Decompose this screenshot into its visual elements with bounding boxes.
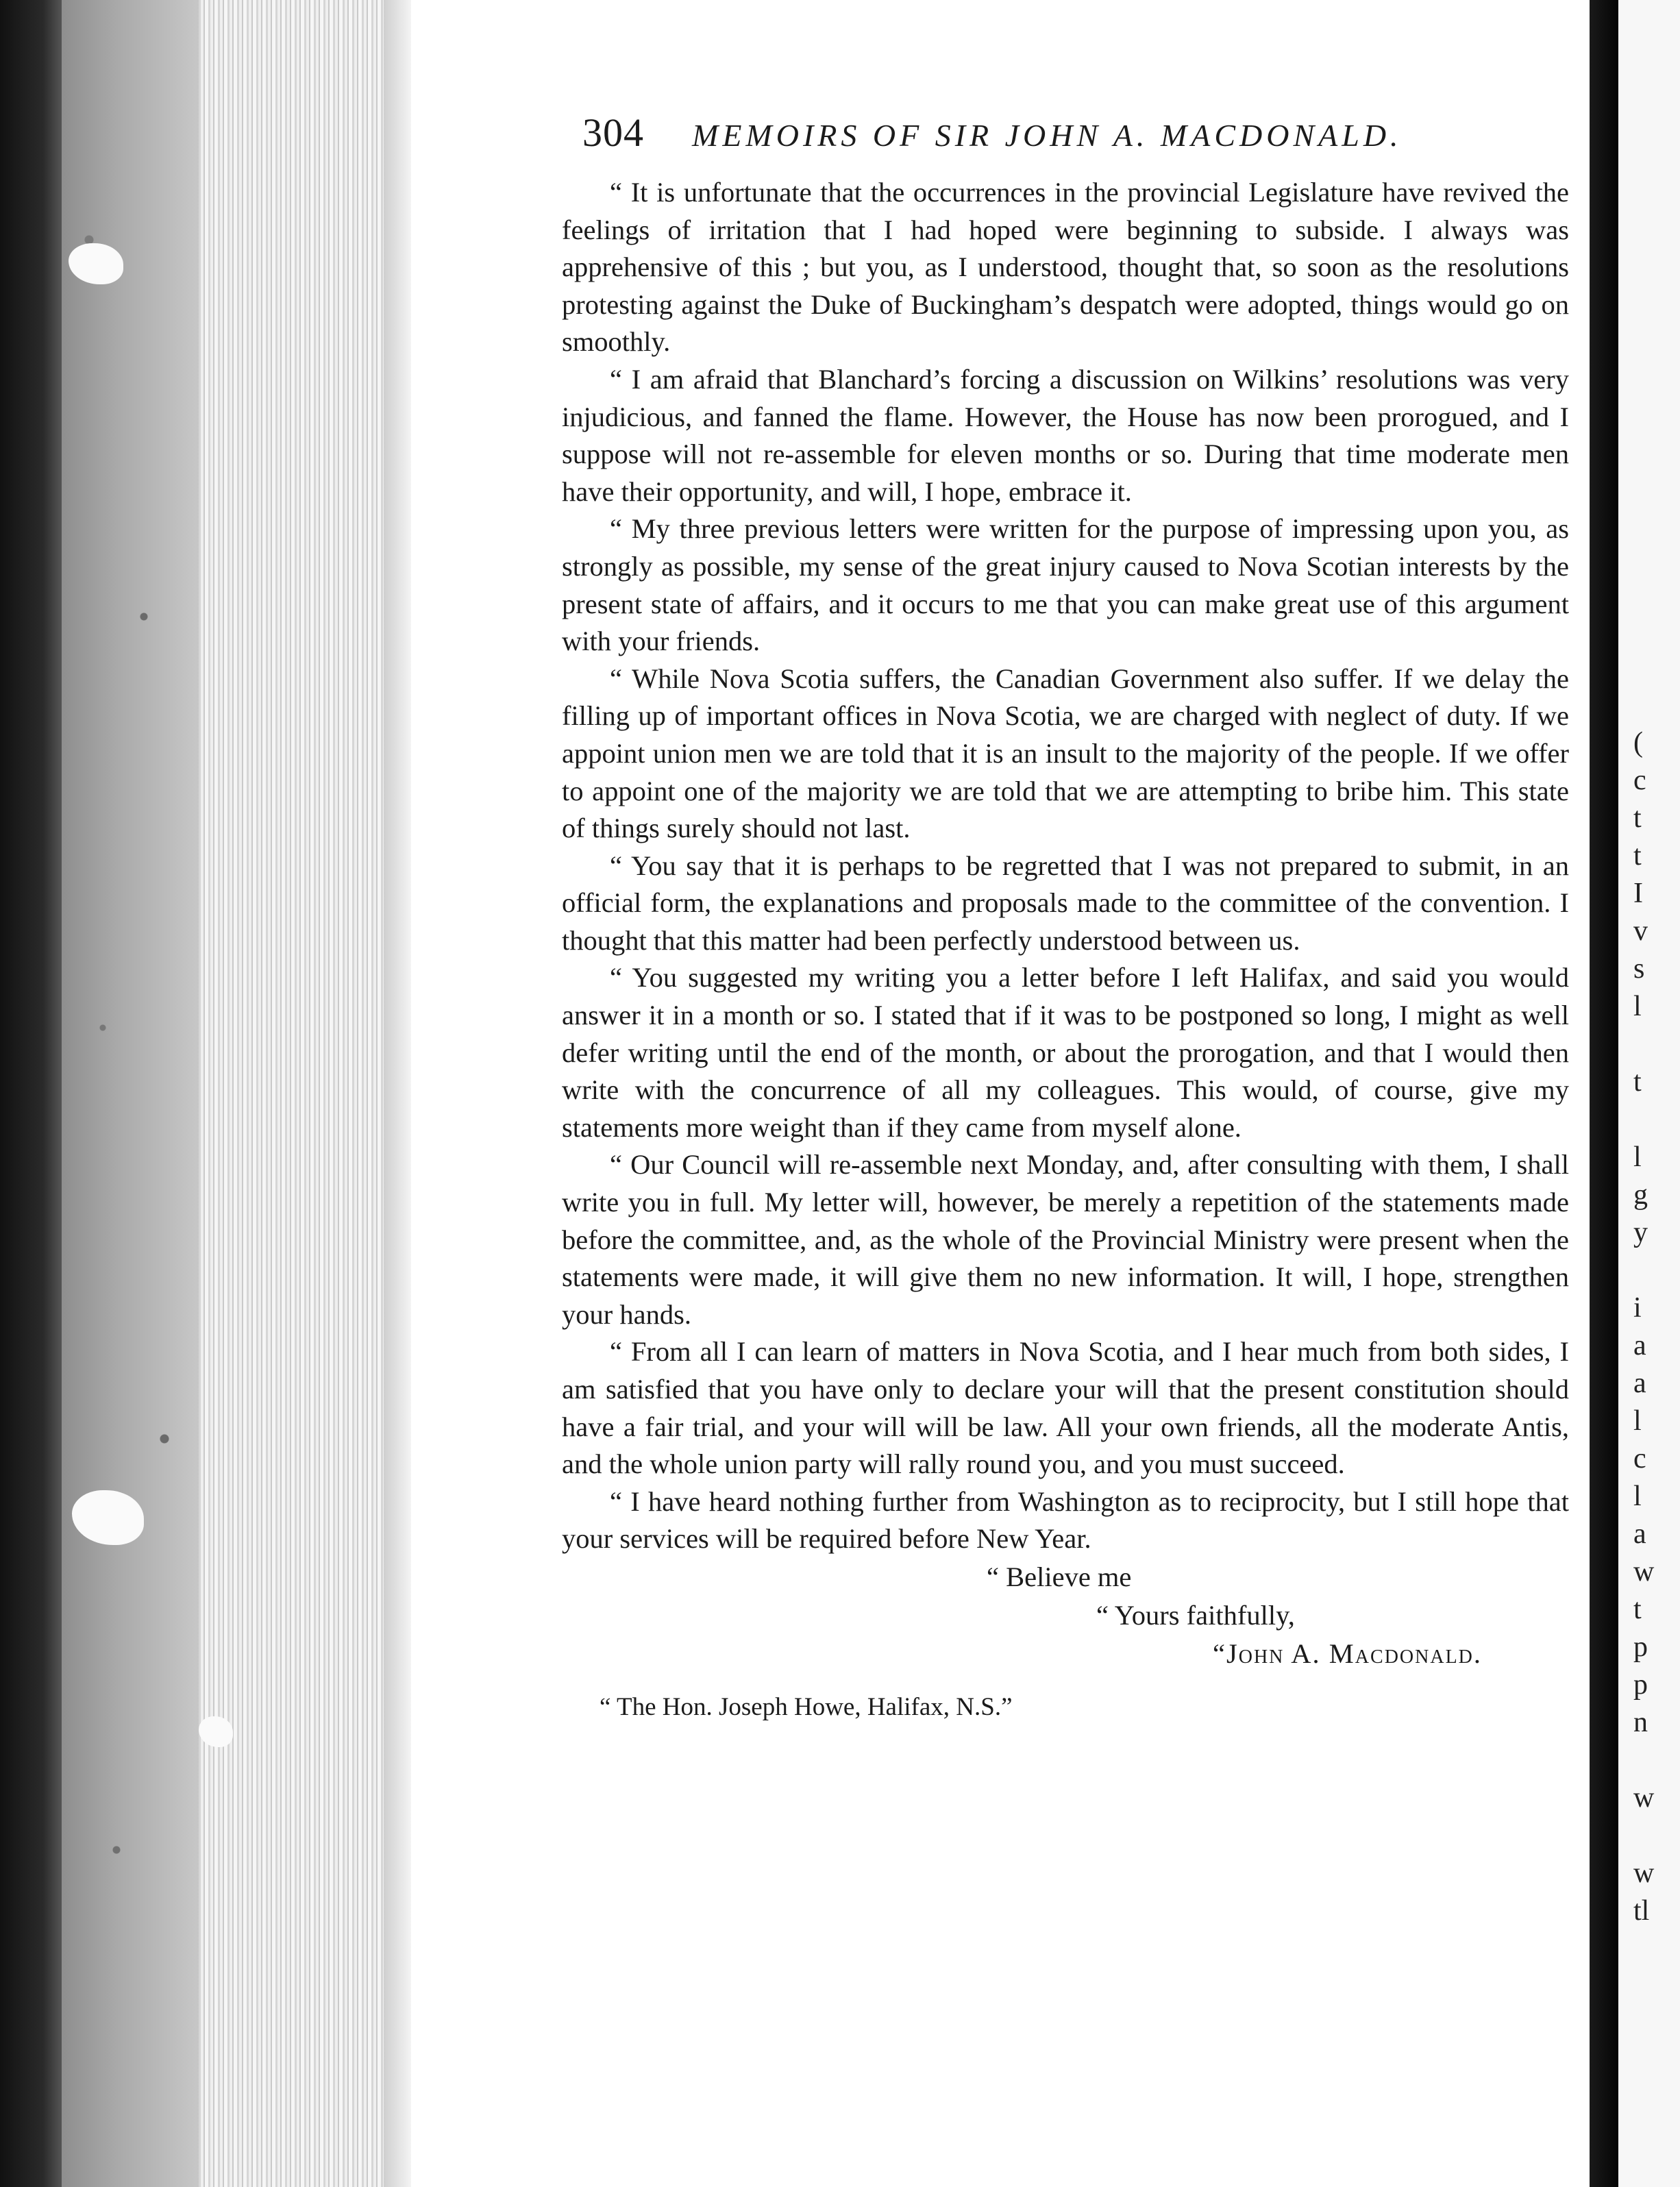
- running-head: [562, 110, 1569, 164]
- letter-body: [562, 174, 1569, 1727]
- paragraph: “ I am afraid that Blanchard’s forcing a discussion on Wilkins’ resolutions was very injudicious, and fanned the flame. However, the House has now been prorogued, and I suppose will not re-assemble for eleven months or so. During that time moderate men have their opportunity, and will, I hope, embrace it.: [562, 363, 1569, 507]
- next-page-letter: g: [1633, 1179, 1648, 1211]
- next-page-letter: l: [1633, 991, 1642, 1022]
- next-page-letter: l: [1633, 1141, 1642, 1173]
- next-page-letter: a: [1633, 1368, 1646, 1399]
- next-page-letter: t: [1633, 802, 1642, 834]
- next-page-letter: I: [1633, 878, 1643, 909]
- paragraph: “ You say that it is perhaps to be regretted that I was not prepared to submit, in an official form, the explanations and proposals made to the committee of the convention. I thought that this matter had been perfectly understood between us.: [562, 850, 1569, 956]
- paragraph: “ From all I can learn of matters in Nova Scotia, and I hear much from both sides, I am satisfied that you have only to declare your will that the present constitution should have a fair trial, and your will will be law. All your own friends, all the moderate Antis, and the whole union party will rally round you, and you must succeed.: [562, 1336, 1569, 1480]
- page-number: 304: [582, 110, 644, 155]
- next-page-letter: n: [1633, 1707, 1648, 1738]
- next-page-letter: c: [1633, 765, 1646, 796]
- paragraph: “ I have heard nothing further from Washington as to reciprocity, but I still hope that your services will be required before New Year.: [562, 1485, 1569, 1555]
- next-page-letter: tl: [1633, 1895, 1650, 1927]
- next-page-letter: t: [1633, 840, 1642, 872]
- next-page-letter: t: [1633, 1594, 1642, 1625]
- next-page-letter: p: [1633, 1631, 1648, 1663]
- text-page: [562, 110, 1569, 1752]
- next-page-letter: l: [1633, 1405, 1642, 1437]
- next-page-letter: l: [1633, 1481, 1642, 1512]
- next-page-letter: s: [1633, 953, 1645, 985]
- next-page-letter: t: [1633, 1066, 1642, 1098]
- paragraph: “ It is unfortunate that the occurrences in the provincial Legislature have revived the feelings of irritation that I had hoped were beginning to subside. I always was apprehensive of this ; but you, as I understood, thought that, so soon as the resolutions protesting against the Duke of Buckingham’s despatch were adopted, things would go on smoothly.: [562, 177, 1569, 358]
- paragraph: “ My three previous letters were written for the purpose of impressing upon you, as strongly as possible, my sense of the great injury caused to Nova Scotian interests by the present state of affairs, and it occurs to me that you can make great use of this argument with your friends.: [562, 513, 1569, 657]
- next-page-letter: a: [1633, 1330, 1646, 1361]
- running-title: MEMOIRS OF SIR JOHN A. MACDONALD.: [692, 118, 1403, 153]
- next-page-letter: p: [1633, 1669, 1648, 1701]
- letter-address: “ The Hon. Joseph Howe, Halifax, N.S.”: [600, 1692, 1013, 1721]
- page-stack-edge: [62, 0, 199, 2187]
- book-edge-right: [1590, 0, 1618, 2187]
- next-page-letter: c: [1633, 1443, 1646, 1474]
- next-page-letter: a: [1633, 1518, 1646, 1550]
- next-page-letter: (: [1633, 727, 1643, 758]
- book-edge-left: [0, 0, 62, 2187]
- paragraph: “ While Nova Scotia suffers, the Canadian Government also suffer. If we delay the filling up of important offices in Nova Scotia, we are charged with neglect of duty. If we appoint union men we are told that it is an insult to the majority of the people. If we offer to appoint one of the majority we are told that we are attempting to bribe him. This state of things surely should not last.: [562, 663, 1569, 844]
- gutter-shadow: [384, 0, 411, 2187]
- next-page-letter: w: [1633, 1782, 1655, 1814]
- next-page-letter: w: [1633, 1556, 1655, 1587]
- next-page-fragment: [1618, 0, 1680, 2187]
- next-page-letter: i: [1633, 1292, 1642, 1324]
- next-page-letter: w: [1633, 1857, 1655, 1889]
- closing-signature: “John A. Macdonald.: [1213, 1638, 1483, 1669]
- closing-yours: “ Yours faithfully,: [1096, 1599, 1295, 1631]
- next-page-letter: v: [1633, 915, 1648, 947]
- closing-believe: “ Believe me: [987, 1561, 1132, 1592]
- page-edges-striations: [199, 0, 384, 2187]
- paragraph: “ Our Council will re-assemble next Monday, and, after consulting with them, I shall write you in full. My letter will, however, be merely a repetition of the statements made before the committee, and, as the whole of the Provincial Ministry were present when the statements were made, it will give them no new information. It will, I hope, strengthen your hands.: [562, 1149, 1569, 1330]
- paragraph: “ You suggested my writing you a letter before I left Halifax, and said you would answer it in a month or so. I stated that if it was to be postponed so long, I might as well defer writing until the end of the month, or about the prorogation, and that I would then write with the concurrence of all my colleagues. This would, of course, give my statements more weight than if they came from myself alone.: [562, 962, 1569, 1143]
- next-page-letter: y: [1633, 1217, 1648, 1248]
